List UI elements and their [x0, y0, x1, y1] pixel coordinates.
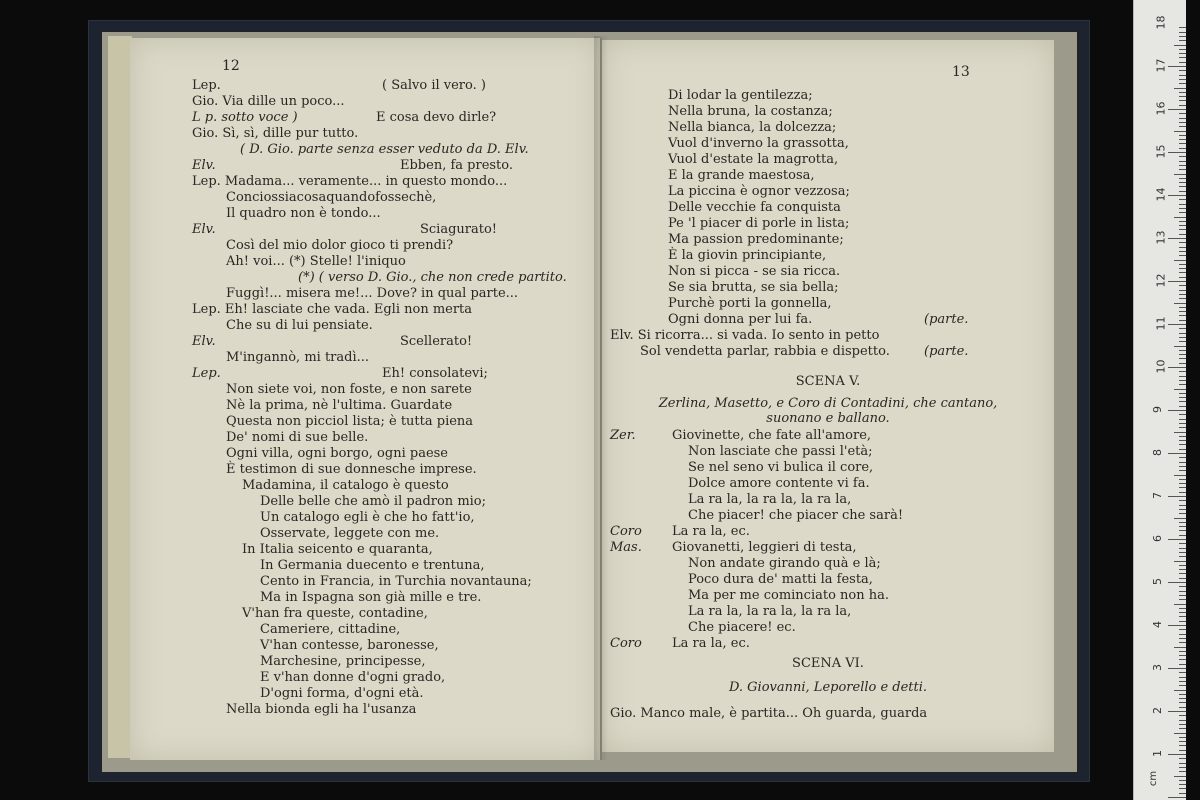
ruler-tick [1179, 186, 1186, 187]
ruler-tick [1179, 750, 1186, 751]
ruler-tick [1179, 290, 1186, 291]
text-line: Ma passion predominante; [668, 232, 844, 247]
ruler-tick [1168, 152, 1186, 153]
ruler-tick [1179, 522, 1186, 523]
ruler-tick [1179, 397, 1186, 398]
text-line: La ra la, ec. [672, 636, 750, 651]
text-line: D'ogni forma, d'ogni età. [260, 686, 424, 701]
ruler-tick [1168, 625, 1186, 626]
ruler-tick [1174, 389, 1186, 390]
text-line: Se nel seno vi bulica il core, [688, 460, 874, 475]
ruler-tick [1179, 79, 1186, 80]
ruler-tick [1179, 500, 1186, 501]
ruler-tick [1179, 414, 1186, 415]
ruler-tick [1168, 238, 1186, 239]
ruler-tick [1179, 758, 1186, 759]
ruler-tick [1174, 217, 1186, 218]
text-line: Ebben, fa presto. [400, 158, 514, 173]
text-line: Nella bruna, la costanza; [668, 104, 833, 119]
ruler-tick [1179, 371, 1186, 372]
ruler-tick [1179, 62, 1186, 63]
text-line: Che su di lui pensiate. [226, 318, 373, 333]
ruler-tick [1179, 470, 1186, 471]
ruler-tick [1179, 36, 1186, 37]
ruler-tick [1179, 135, 1186, 136]
text-line: La piccina è ognor vezzosa; [668, 184, 850, 199]
ruler-number: 4 [1151, 621, 1164, 628]
ruler-tick [1179, 715, 1186, 716]
ruler-tick [1179, 634, 1186, 635]
text-line: In Germania duecento e trentuna, [260, 558, 485, 573]
text-line: De' nomi di sue belle. [226, 430, 369, 445]
ruler-tick [1168, 367, 1186, 368]
ruler-tick [1174, 131, 1186, 132]
ruler-tick [1179, 242, 1186, 243]
page-edges [108, 36, 132, 758]
text-line: Elv. [192, 334, 216, 349]
ruler-tick [1179, 638, 1186, 639]
ruler-tick [1168, 668, 1186, 669]
ruler-tick [1174, 432, 1186, 433]
text-line: Lep. [192, 366, 221, 381]
ruler-tick [1179, 642, 1186, 643]
ruler-tick [1179, 724, 1186, 725]
ruler-tick [1179, 771, 1186, 772]
ruler-tick [1168, 281, 1186, 282]
ruler-tick [1179, 251, 1186, 252]
ruler-tick [1179, 728, 1186, 729]
ruler-tick [1179, 272, 1186, 273]
ruler-tick [1179, 436, 1186, 437]
ruler-number: 6 [1151, 535, 1164, 542]
scene-heading: SCENA V. [795, 374, 861, 389]
ruler-tick [1174, 733, 1186, 734]
ruler-tick [1179, 350, 1186, 351]
ruler-tick [1179, 677, 1186, 678]
text-line: Il quadro non è tondo... [226, 206, 381, 221]
ruler-tick [1168, 324, 1186, 325]
text-line: Giovanetti, leggieri di testa, [672, 540, 857, 555]
ruler-tick [1179, 513, 1186, 514]
ruler-tick [1179, 148, 1186, 149]
ruler-tick [1179, 126, 1186, 127]
ruler-tick [1174, 776, 1186, 777]
left-page [130, 38, 602, 760]
text-line: Vuol d'estate la magrotta, [668, 152, 839, 167]
ruler-unit: cm [1148, 770, 1160, 787]
text-line: Marchesine, principesse, [260, 654, 426, 669]
ruler-tick [1179, 208, 1186, 209]
ruler-number: 8 [1151, 449, 1164, 456]
ruler-tick [1179, 277, 1186, 278]
ruler-tick [1179, 384, 1186, 385]
ruler-tick [1168, 66, 1186, 67]
text-line: È testimon di sue donnesche imprese. [226, 462, 477, 477]
text-line: Che piacere! ec. [688, 620, 796, 635]
text-line: Ma in Ispagna son già mille e tre. [260, 590, 482, 605]
ruler-tick [1174, 690, 1186, 691]
text-line: Non si picca - se sia ricca. [668, 264, 841, 279]
text-line: Non siete voi, non foste, e non sarete [226, 382, 472, 397]
ruler-tick [1179, 156, 1186, 157]
ruler-number: 12 [1154, 273, 1168, 288]
ruler-tick [1179, 505, 1186, 506]
text-line: Vuol d'inverno la grassotta, [668, 136, 849, 151]
ruler-number: 18 [1154, 15, 1168, 30]
ruler-tick [1179, 100, 1186, 101]
ruler-tick [1179, 212, 1186, 213]
ruler-tick [1174, 561, 1186, 562]
ruler-tick [1179, 204, 1186, 205]
ruler-tick [1179, 247, 1186, 248]
text-line: Sciagurato! [420, 222, 498, 237]
text-line: Pe 'l piacer di porle in lista; [668, 216, 850, 231]
ruler-tick [1179, 694, 1186, 695]
ruler-tick [1174, 518, 1186, 519]
ruler-tick [1179, 479, 1186, 480]
ruler-tick [1179, 234, 1186, 235]
ruler-tick [1168, 453, 1186, 454]
ruler-tick [1179, 702, 1186, 703]
ruler-tick [1179, 659, 1186, 660]
text-line: Lep. [192, 78, 221, 93]
ruler-tick [1179, 333, 1186, 334]
ruler-tick [1174, 346, 1186, 347]
ruler-tick [1179, 685, 1186, 686]
ruler-tick [1174, 647, 1186, 648]
ruler-tick [1179, 178, 1186, 179]
text-line: Gio. Sì, sì, dille pur tutto. [192, 126, 359, 141]
ruler-tick [1179, 376, 1186, 377]
text-line: Questa non picciol lista; è tutta piena [226, 414, 474, 429]
ruler-number: 15 [1154, 144, 1168, 159]
text-line: Osservate, leggete con me. [260, 526, 440, 541]
ruler-tick [1174, 260, 1186, 261]
ruler-tick [1179, 681, 1186, 682]
measuring-ruler [1133, 0, 1186, 800]
ruler-number: 7 [1151, 492, 1164, 499]
ruler-tick [1179, 191, 1186, 192]
ruler-tick [1179, 320, 1186, 321]
text-line: Nella bianca, la dolcezza; [668, 120, 837, 135]
ruler-tick [1179, 788, 1186, 789]
ruler-tick [1179, 307, 1186, 308]
ruler-tick [1179, 113, 1186, 114]
ruler-tick [1179, 530, 1186, 531]
ruler-tick [1179, 578, 1186, 579]
page-number: 13 [952, 64, 970, 80]
ruler-tick [1174, 174, 1186, 175]
ruler-tick [1179, 767, 1186, 768]
text-line: Se sia brutta, se sia bella; [668, 280, 839, 295]
text-line: Cento in Francia, in Turchia novantauna; [260, 574, 532, 589]
ruler-tick [1179, 221, 1186, 222]
text-line: Coro [610, 524, 642, 539]
text-line: ( Salvo il vero. ) [382, 78, 486, 93]
ruler-tick [1179, 315, 1186, 316]
ruler-number: 1 [1151, 750, 1164, 757]
text-line: Non lasciate che passi l'età; [688, 444, 873, 459]
ruler-tick [1179, 535, 1186, 536]
ruler-tick [1179, 591, 1186, 592]
ruler-tick [1168, 582, 1186, 583]
text-line: Lep. Madama... veramente... in questo mondo... [192, 174, 508, 189]
ruler-tick [1179, 285, 1186, 286]
ruler-tick [1179, 70, 1186, 71]
ruler-tick [1179, 595, 1186, 596]
ruler-tick [1179, 229, 1186, 230]
ruler-tick [1179, 268, 1186, 269]
text-line: Che piacer! che piacer che sarà! [688, 508, 904, 523]
ruler-tick [1179, 96, 1186, 97]
text-line: E la grande maestosa, [668, 168, 815, 183]
ruler-number: 17 [1154, 58, 1168, 73]
text-line: Ma per me cominciato non ha. [688, 588, 890, 603]
ruler-tick [1179, 698, 1186, 699]
ruler-tick [1179, 139, 1186, 140]
ruler-tick [1179, 440, 1186, 441]
ruler-number: 13 [1154, 230, 1168, 245]
ruler-tick [1179, 672, 1186, 673]
ruler-tick [1179, 599, 1186, 600]
ruler-tick [1179, 294, 1186, 295]
ruler-tick [1179, 655, 1186, 656]
ruler-tick [1179, 393, 1186, 394]
ruler-tick [1179, 328, 1186, 329]
ruler-tick [1174, 88, 1186, 89]
ruler-tick [1179, 763, 1186, 764]
ruler-tick [1179, 380, 1186, 381]
ruler-tick [1168, 410, 1186, 411]
ruler-number: 16 [1154, 101, 1168, 116]
text-line: Dolce amore contente vi fa. [688, 476, 870, 491]
ruler-tick [1179, 406, 1186, 407]
ruler-tick [1179, 745, 1186, 746]
ruler-tick [1179, 40, 1186, 41]
text-line: Gio. Manco male, è partita... Oh guarda, guarda [610, 706, 928, 721]
text-line: (parte. [924, 344, 969, 359]
text-line: Eh! consolatevi; [382, 366, 488, 381]
ruler-number: 14 [1154, 187, 1168, 202]
ruler-tick [1179, 552, 1186, 553]
text-line: Conciossiacosaquandofossechè, [226, 190, 437, 205]
ruler-tick [1179, 569, 1186, 570]
ruler-tick [1179, 199, 1186, 200]
ruler-tick [1168, 754, 1186, 755]
text-line: (*) ( verso D. Gio., che non crede partito. [298, 270, 567, 285]
ruler-tick [1179, 122, 1186, 123]
ruler-number: 2 [1151, 707, 1164, 714]
ruler-tick [1179, 53, 1186, 54]
stage-direction: Zerlina, Masetto, e Coro di Contadini, che cantano, [658, 396, 998, 411]
ruler-tick [1179, 105, 1186, 106]
ruler-tick [1179, 707, 1186, 708]
ruler-tick [1179, 565, 1186, 566]
ruler-tick [1179, 526, 1186, 527]
ruler-tick [1179, 341, 1186, 342]
text-line: La ra la, la ra la, la ra la, [688, 604, 852, 619]
book-gutter [594, 36, 608, 760]
ruler-tick [1179, 737, 1186, 738]
ruler-tick [1179, 466, 1186, 467]
ruler-tick [1179, 118, 1186, 119]
ruler-tick [1179, 651, 1186, 652]
text-line: Ogni villa, ogni borgo, ogni paese [226, 446, 449, 461]
ruler-tick [1179, 427, 1186, 428]
text-line: V'han fra queste, contadine, [242, 606, 428, 621]
text-line: Gio. Via dille un poco... [192, 94, 345, 109]
scene-heading: SCENA VI. [792, 656, 864, 671]
ruler-tick [1168, 195, 1186, 196]
ruler-tick [1179, 419, 1186, 420]
text-line: E v'han donne d'ogni grado, [260, 670, 446, 685]
text-line: Di lodar la gentilezza; [668, 88, 813, 103]
ruler-tick [1179, 720, 1186, 721]
text-line: Elv. Si ricorra... si vada. Io sento in petto [610, 328, 880, 343]
ruler-tick [1179, 423, 1186, 424]
text-line: Nè la prima, nè l'ultima. Guardate [226, 398, 453, 413]
ruler-tick [1179, 49, 1186, 50]
ruler-tick [1179, 449, 1186, 450]
ruler-tick [1179, 182, 1186, 183]
text-line: Delle belle che amò il padron mio; [260, 494, 487, 509]
text-line: M'ingannò, mi tradì... [226, 350, 370, 365]
right-page [602, 40, 1054, 752]
ruler-tick [1179, 255, 1186, 256]
ruler-tick [1179, 487, 1186, 488]
text-line: Sol vendetta parlar, rabbia e dispetto. [640, 344, 890, 359]
ruler-tick [1179, 457, 1186, 458]
ruler-tick [1179, 573, 1186, 574]
ruler-number: 11 [1154, 316, 1168, 331]
text-line: Giovinette, che fate all'amore, [672, 428, 872, 443]
ruler-tick [1168, 711, 1186, 712]
ruler-tick [1179, 483, 1186, 484]
ruler-tick [1179, 225, 1186, 226]
ruler-tick [1174, 303, 1186, 304]
stage-direction: suonano e ballano. [766, 411, 890, 426]
text-line: Fuggì!... misera me!... Dove? in qual parte... [226, 286, 519, 301]
ruler-tick [1179, 32, 1186, 33]
text-line: Così del mio dolor gioco ti prendi? [226, 238, 454, 253]
text-line: (parte. [924, 312, 969, 327]
ruler-tick [1179, 83, 1186, 84]
ruler-tick [1179, 793, 1186, 794]
ruler-tick [1179, 401, 1186, 402]
ruler-tick [1179, 75, 1186, 76]
ruler-tick [1179, 143, 1186, 144]
text-line: L p. sotto voce ) [192, 110, 298, 125]
text-line: Lep. Eh! lasciate che vada. Egli non merta [192, 302, 473, 317]
ruler-tick [1168, 109, 1186, 110]
ruler-tick [1179, 509, 1186, 510]
text-line: Coro [610, 636, 642, 651]
text-line: Delle vecchie fa conquista [668, 200, 841, 215]
ruler-tick [1179, 608, 1186, 609]
ruler-tick [1179, 264, 1186, 265]
ruler-tick [1179, 586, 1186, 587]
ruler-tick [1179, 161, 1186, 162]
text-line: Non andate girando quà e là; [688, 556, 881, 571]
ruler-tick [1179, 358, 1186, 359]
ruler-tick [1179, 169, 1186, 170]
ruler-tick [1179, 612, 1186, 613]
ruler-tick [1179, 354, 1186, 355]
ruler-tick [1179, 548, 1186, 549]
text-line: Elv. [192, 158, 216, 173]
ruler-tick [1179, 629, 1186, 630]
ruler-number: 5 [1151, 578, 1164, 585]
ruler-tick [1179, 784, 1186, 785]
text-line: Nella bionda egli ha l'usanza [226, 702, 417, 717]
text-line: ( D. Gio. parte senza esser veduto da D. Elv. [240, 142, 529, 157]
stage-direction: D. Giovanni, Leporello e detti. [728, 680, 928, 695]
text-line: Ogni donna per lui fa. [668, 312, 813, 327]
text-line: Elv. [192, 222, 216, 237]
text-line: Mas. [610, 540, 642, 555]
page-number: 12 [222, 58, 240, 74]
text-line: In Italia seicento e quaranta, [242, 542, 433, 557]
text-line: Poco dura de' matti la festa, [688, 572, 873, 587]
ruler-tick [1179, 556, 1186, 557]
ruler-tick [1179, 492, 1186, 493]
text-line: Zer. [610, 428, 636, 443]
ruler-tick [1174, 604, 1186, 605]
text-line: La ra la, la ra la, la ra la, [688, 492, 852, 507]
ruler-tick [1168, 539, 1186, 540]
ruler-number: 9 [1151, 406, 1164, 413]
text-line: Un catalogo egli è che ho fatt'io, [260, 510, 475, 525]
ruler-tick [1179, 165, 1186, 166]
text-line: La ra la, ec. [672, 524, 750, 539]
ruler-tick [1179, 664, 1186, 665]
ruler-tick [1179, 543, 1186, 544]
ruler-tick [1179, 363, 1186, 364]
ruler-tick [1179, 616, 1186, 617]
ruler-tick [1179, 57, 1186, 58]
text-line: E cosa devo dirle? [376, 110, 497, 125]
ruler-tick [1168, 496, 1186, 497]
ruler-number: 10 [1154, 359, 1168, 374]
ruler-tick [1179, 444, 1186, 445]
ruler-tick [1179, 27, 1186, 28]
text-line: Cameriere, cittadine, [260, 622, 401, 637]
ruler-number: 3 [1151, 664, 1164, 671]
ruler-tick [1168, 797, 1186, 798]
ruler-tick [1179, 311, 1186, 312]
text-line: Purchè porti la gonnella, [668, 296, 832, 311]
ruler-tick [1179, 337, 1186, 338]
ruler-tick [1179, 621, 1186, 622]
ruler-tick [1174, 475, 1186, 476]
text-line: V'han contesse, baronesse, [260, 638, 439, 653]
ruler-tick [1179, 92, 1186, 93]
ruler-tick [1179, 741, 1186, 742]
text-line: È la giovin principiante, [668, 248, 827, 263]
text-line: Ah! voi... (*) Stelle! l'iniquo [226, 254, 406, 269]
ruler-tick [1179, 780, 1186, 781]
ruler-tick [1179, 298, 1186, 299]
text-line: Madamina, il catalogo è questo [242, 478, 449, 493]
text-line: Scellerato! [400, 334, 473, 349]
ruler-tick [1174, 45, 1186, 46]
ruler-tick [1179, 462, 1186, 463]
